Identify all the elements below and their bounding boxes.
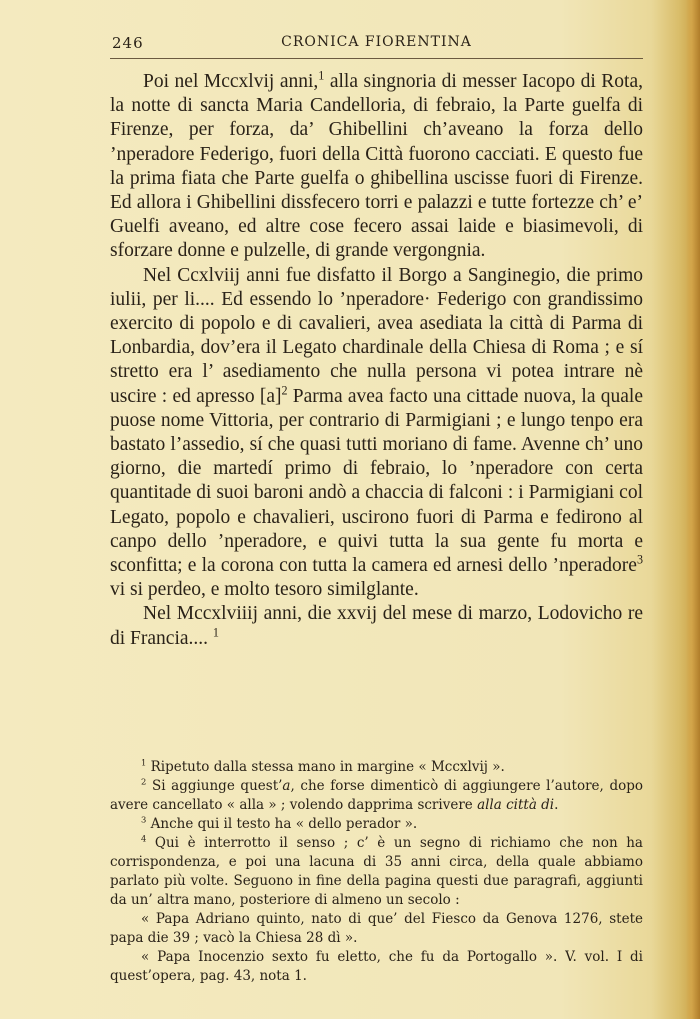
footnote-text: Qui è interrotto il senso ; c’ è un segno di richiamo che non ha corrispondenza, e poi una lacuna di 35 anni circa, della quale abbiamo parlato più volte. Seguono in fine della pagina questi due paragrafi, aggiunti da un’ altra mano, posteriore di almeno un secolo : (110, 835, 643, 908)
paragraph-text: Parma avea facto una cittade nuova, la quale puose nome Vittoria, per contrario di Parmigiani ; e lungo tenpo era bastato l’assedio, sí che quasi tutti moriano di fame. Avenne ch’ uno giorno, die martedí primo di febraio, lo ’nperadore con certa quantitade di suoi baroni andò a chaccia di falconi : i Parmigiani col Legato, popolo e chavalieri, uscirono fuori di Parma e fedirono al canpo dello ’nperadore, e quivi tutta la sua gente fu morta e sconfitta; e la corona con tutta la camera ed arnesi dello ’nperadore (110, 385, 643, 577)
paragraph-text: Nel Mccxlviiij anni, die xxvij del mese di marzo, Lodovicho re di Francia.... (110, 603, 643, 649)
paragraph (110, 70, 643, 264)
footnote-number: 4 (141, 833, 147, 844)
footnote-number: 1 (141, 757, 147, 768)
footnote-ref: 3 (636, 552, 643, 567)
paragraph-text: Nel Ccxlviij anni fue disfatto il Borgo a Sanginegio, die primo iulii, per li.... Ed essendo lo ’nperadore· Federigo con grandissimo exercito di popolo e di cavalieri, avea asediata la città di Parma di Lonbardia, dov’era il Legato chardinale della Chiesa di Roma ; e sí stretto era l’ asediamento che nulla persona vi potea intrare nè uscire : ed apresso [a] (110, 264, 643, 407)
footnote-quote (110, 910, 643, 948)
footnote-ref: 1 (212, 625, 219, 640)
main-text (110, 70, 643, 651)
footnote-quote (110, 948, 643, 986)
footnote-text: Anche qui il testo ha « dello perador ». (150, 816, 418, 832)
footnote-text: Si aggiunge quest’ (151, 778, 283, 794)
footnote-italic: alla città di (477, 797, 555, 813)
page-number: 246 (112, 34, 144, 52)
footnote-text: Ripetuto dalla stessa mano in margine « Mccxlvij ». (150, 759, 505, 775)
footnote-number: 3 (141, 814, 147, 825)
running-title: CRONICA FIORENTINA (281, 34, 472, 50)
footnotes (110, 758, 643, 986)
paragraph-text: vi si perdeo, e molto tesoro similglante. (110, 579, 419, 601)
running-header (110, 30, 643, 59)
footnote-ref: 1 (318, 68, 325, 83)
paragraph (110, 264, 643, 603)
paragraph-text: alla singnoria di messer Iacopo di Rota, la notte di sancta Maria Candelloria, di febraio, la Parte guelfa di Firenze, per forza, da’ Ghibellini ch’aveano la forza dello ’nperadore Federigo, fuori della Città fuorono cacciati. E questo fue la prima fiata che Parte guelfa o ghibellina uscisse fuori di Firenze. Ed allora i Ghibellini dissfecero torri e palazzi e tutte fortezze ch’ e’ Guelfi aveano, ed altre cose fecero assai laide e biasimevoli, di sforzare donne e pulzelle, di grande vergongnia. (110, 71, 643, 262)
footnote (110, 815, 643, 834)
paragraph (110, 602, 643, 650)
footnote-italic: a (282, 778, 291, 794)
page-edge (686, 0, 700, 1019)
footnote-ref: 2 (281, 383, 288, 398)
footnote-text: . (554, 797, 559, 813)
footnote-text: « Papa Inocenzio sexto fu eletto, che fu da Portogallo ». V. vol. I di quest’opera, pag. 43, nota 1. (110, 949, 643, 984)
footnote (110, 758, 643, 777)
footnote-number: 2 (141, 776, 147, 787)
footnote (110, 834, 643, 910)
footnote (110, 777, 643, 815)
footnote-text: « Papa Adriano quinto, nato di que’ del Fiesco da Genova 1276, stete papa die 39 ; vacò la Chiesa 28 dì ». (110, 911, 643, 946)
footnote-text: , che forse dimenticò di aggiungere l’autore, dopo avere cancellato « alla » ; volendo dapprima scrivere (110, 778, 643, 813)
paragraph-text: Poi nel Mccxlvij anni, (143, 71, 319, 92)
